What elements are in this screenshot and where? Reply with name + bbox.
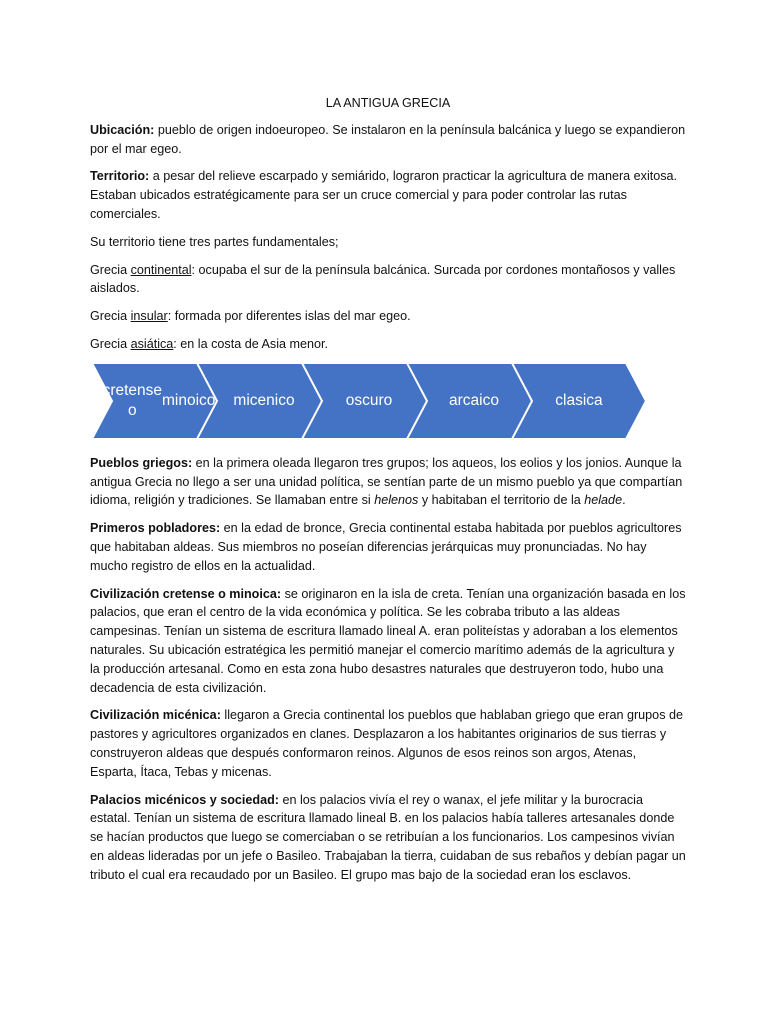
paragraph-cretense: [90, 585, 686, 698]
chevron-label-line: oscuro: [345, 391, 393, 409]
label-palacios: Palacios micénicos y sociedad:: [90, 792, 279, 807]
chevron-label-line: arcaico: [449, 391, 499, 409]
chevron-label-5: [532, 363, 626, 439]
label-pueblos: Pueblos griegos:: [90, 455, 193, 470]
text-pueblos-1: en la primera oleada llegaron tres grupos; los aqueos, los eolios y los jonios. Aunque la antigua Grecia no llego a ser una unidad política, se sentían parte de un mismo pueblo ya que compartían idioma, religión y tradiciones. Se llamaban entre si: [90, 455, 683, 508]
chevron-label-line: minoico: [162, 391, 216, 409]
chevron-label-line: cretense o: [102, 381, 163, 419]
text-ubicacion: pueblo de origen indoeuropeo. Se instalaron en la península balcánica y luego se expandieron por el mar egeo.: [90, 122, 686, 156]
text-insular: : formada por diferentes islas del mar egeo.: [167, 309, 411, 324]
chevron-label-2: [217, 363, 311, 439]
text-pueblos-2: y habitaban el territorio de la: [418, 493, 585, 508]
chevron-label-1: [102, 363, 216, 439]
term-helenos: helenos: [374, 493, 419, 508]
prefix-continental: Grecia: [90, 262, 131, 277]
period-chevron-diagram: [92, 363, 686, 439]
label-territorio: Territorio:: [90, 169, 150, 184]
label-micenica: Civilización micénica:: [90, 708, 221, 723]
text-territorio: a pesar del relieve escarpado y semiárido, lograron practicar la agricultura de manera exitosa. Estaban ubicados estratégicamente para ser un cruce comercial y para poder controlar las rutas comerciales.: [90, 169, 678, 221]
label-ubicacion: Ubicación:: [90, 122, 155, 137]
chevron-label-3: [322, 363, 416, 439]
paragraph-ubicacion: [90, 121, 686, 159]
chevron-label-line: micenico: [233, 391, 295, 409]
label-insular: insular: [130, 309, 168, 324]
text-pobladores: en la edad de bronce, Grecia continental estaba habitada por pueblos agricultores que habitaban aldeas. Sus miembros no poseían diferencias jerárquicas muy pronunciadas. No hay mucho registro de ellos en la actualidad.: [90, 521, 682, 573]
label-asiatica: asiática: [130, 336, 174, 351]
chevron-label-4: [427, 363, 521, 439]
paragraph-insular: [90, 307, 686, 326]
chevron-label-line: clasica: [555, 391, 603, 409]
label-continental: continental: [130, 262, 192, 277]
label-pobladores: Primeros pobladores:: [90, 521, 221, 536]
prefix-asiatica: Grecia: [90, 336, 131, 351]
text-asiatica: : en la costa de Asia menor.: [173, 336, 329, 351]
paragraph-palacios: [90, 791, 686, 885]
prefix-insular: Grecia: [90, 309, 131, 324]
paragraph-continental: [90, 261, 686, 299]
paragraph-partes-intro: Su territorio tiene tres partes fundamentales;: [90, 234, 339, 249]
term-helade: helade: [584, 493, 623, 508]
text-pueblos-3: .: [622, 493, 626, 508]
label-cretense: Civilización cretense o minoica:: [90, 586, 282, 601]
paragraph-territorio: [90, 167, 686, 223]
text-palacios: en los palacios vivía el rey o wanax, el jefe militar y la burocracia estatal. Tenían un sistema de escritura llamado lineal B. en los palacios había talleres artesanales donde se hacían productos que luego se comerciaban o se retribuían a los funcionarios. Los campesinos vivían en aldeas lideradas por un jefe o Basileo. Trabajaban la tierra, cuidaban de sus rebaños y debían pagar un tributo el cual era recaudado por un Basileo. El grupo mas bajo de la sociedad eran los esclavos.: [90, 792, 686, 882]
page-title: LA ANTIGUA GRECIA: [325, 96, 451, 110]
text-cretense: se originaron en la isla de creta. Tenían una organización basada en los palacios, que eran el centro de la vida económica y política. Se les cobraba tributo a las aldeas campesinas. Tenían un sistema de escritura llamado lineal A. eran politeístas y adoraban a los elementos naturales. Su ubicación estratégica les permitió manejar el comercio marítimo además de la agricultura y la producción artesanal. Como en esta zona hubo desastres naturales que destruyeron todo, hubo una decadencia de esta civilización.: [90, 586, 686, 695]
paragraph-pueblos: [90, 454, 686, 510]
paragraph-pobladores: [90, 519, 686, 575]
paragraph-asiatica: [90, 335, 686, 354]
paragraph-micenica: [90, 706, 686, 781]
text-continental: : ocupaba el sur de la península balcánica. Surcada por cordones montañosos y valles aislados.: [90, 262, 676, 296]
text-micenica: llegaron a Grecia continental los pueblos que hablaban griego que eran grupos de pastores y agricultores organizados en clanes. Desplazaron a los habitantes originarios de sus tierras y construyeron aldeas que después conformaron reinos. Algunos de esos reinos son argos, Atenas, Esparta, Ítaca, Tebas y micenas.: [90, 708, 683, 779]
